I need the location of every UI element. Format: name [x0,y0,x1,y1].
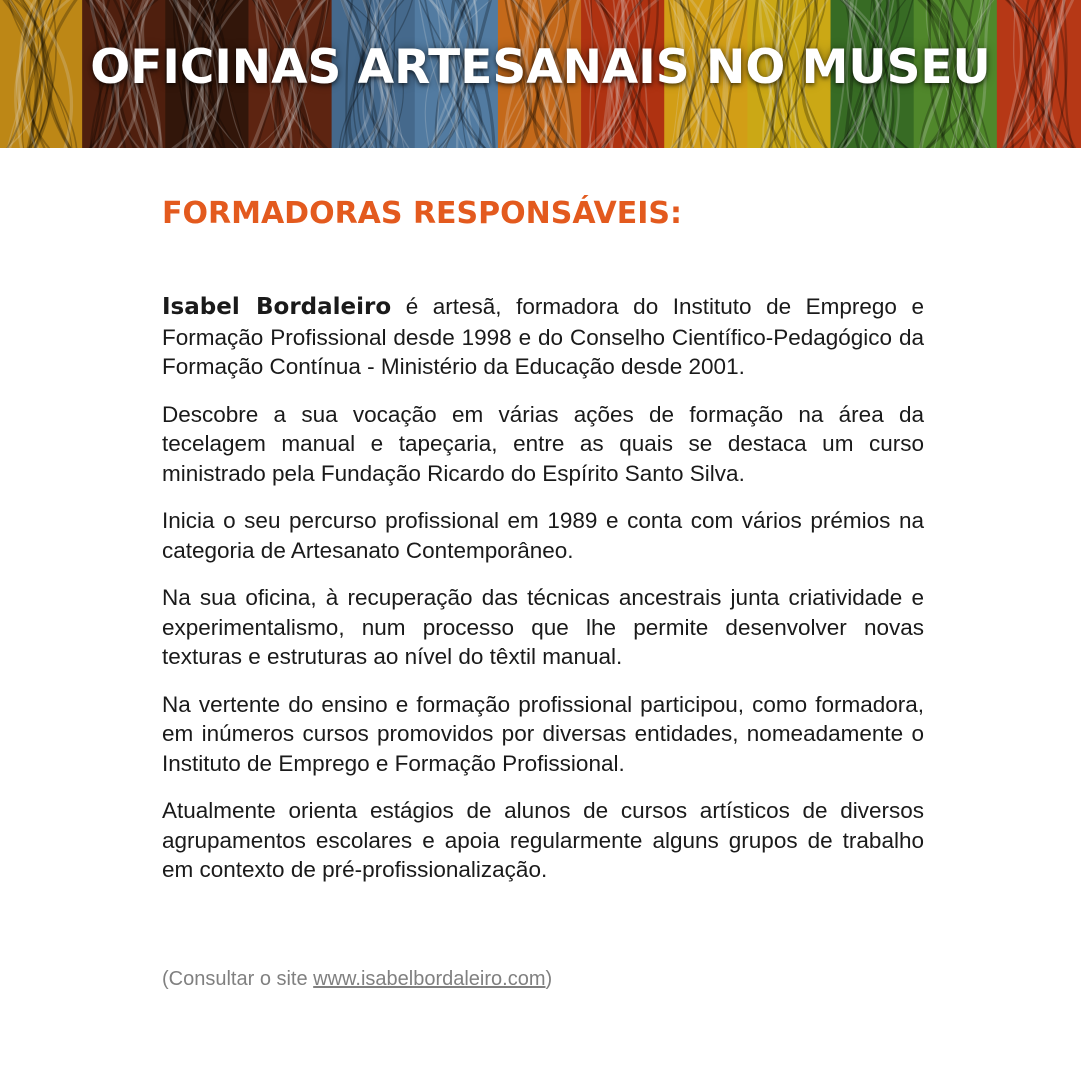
consult-prefix: (Consultar o site [162,968,314,990]
header-banner [0,0,1081,148]
consult-note [162,968,552,991]
website-link[interactable]: www.isabelbordaleiro.com [313,968,546,990]
banner-title: OFICINAS ARTESANAIS NO MUSEU [90,40,991,95]
bio-paragraph: Descobre a sua vocação em várias ações de formação na área da tecelagem manual e tapeçaria, entre as quais se destaca um curso ministrado pela Fundação Ricardo do Espírito Santo Silva. [162,401,924,486]
section-heading: FORMADORAS RESPONSÁVEIS: [162,196,683,231]
bio-paragraph: Atualmente orienta estágios de alunos de cursos artísticos de diversos agrupamentos escolares e apoia regularmente alguns grupos de trabalho em contexto de pré-profissionalização. [162,798,924,882]
biography [162,292,924,903]
bio-paragraph: Na sua oficina, à recuperação das técnicas ancestrais junta criatividade e experimentalismo, num processo que lhe permite desenvolver novas texturas e estruturas ao nível do têxtil manual. [162,585,924,669]
bio-intro-text: é artesã, formadora do Instituto de Emprego e Formação Profissional desde 1998 e do Conselho Científico-Pedagógico da Formação Contínua - Ministério da Educação desde 2001. [162,294,924,379]
bio-intro-paragraph [162,292,924,382]
person-name: Isabel Bordaleiro [162,294,392,320]
bio-paragraph: Na vertente do ensino e formação profissional participou, como formadora, em inúmeros cursos promovidos por diversas entidades, nomeadamente o Instituto de Emprego e Formação Profissional. [162,691,924,776]
bio-paragraph: Inicia o seu percurso profissional em 1989 e conta com vários prémios na categoria de Artesanato Contemporâneo. [162,508,924,563]
consult-suffix: ) [545,968,553,990]
